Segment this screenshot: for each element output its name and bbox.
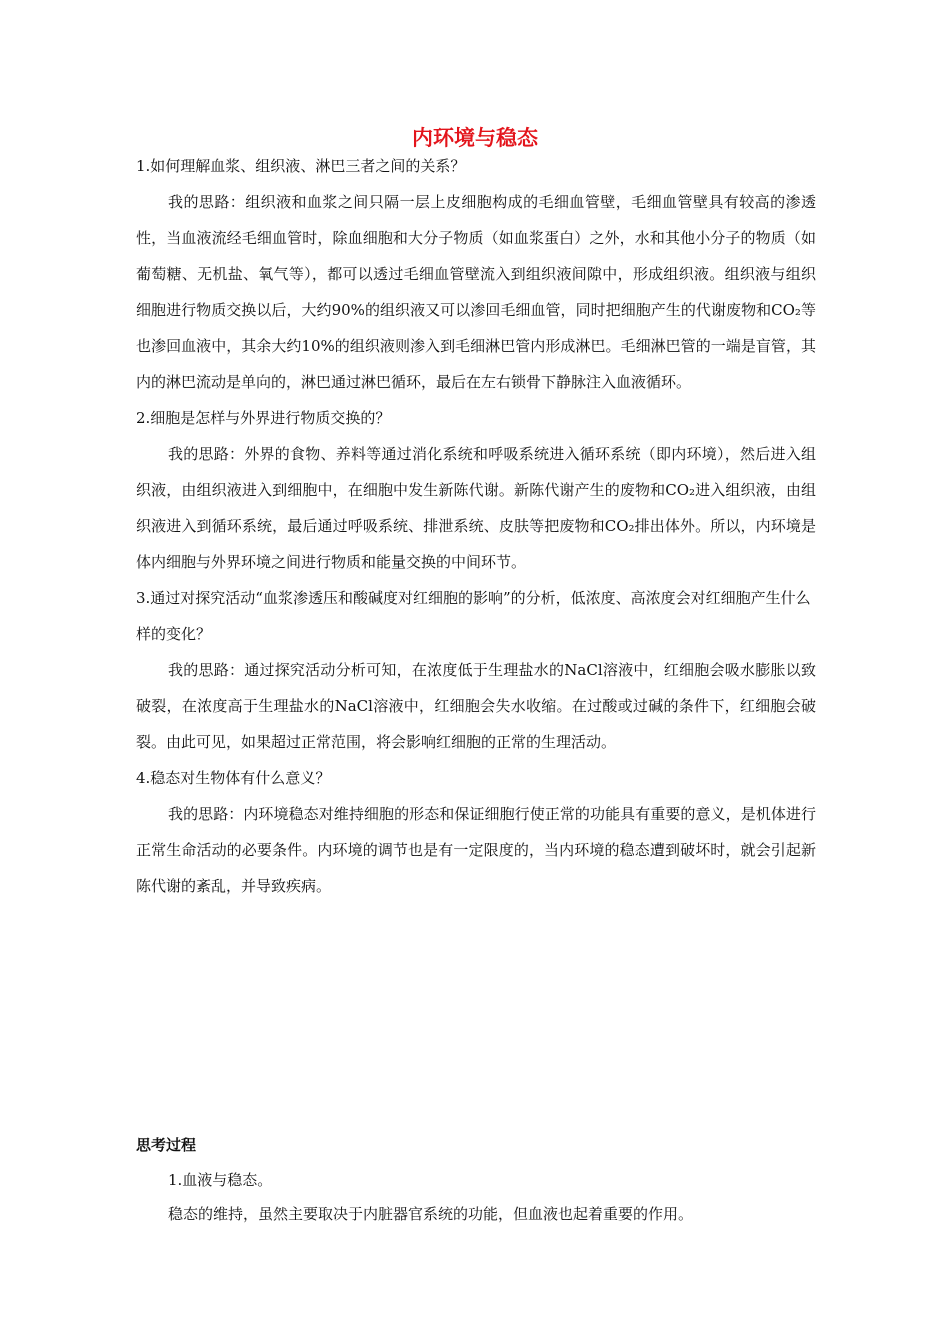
answer-3: 我的思路：通过探究活动分析可知，在浓度低于生理盐水的NaCl溶液中，红细胞会吸水膨胀以致破裂，在浓度高于生理盐水的NaCl溶液中，红细胞会失水收缩。在过酸或过碱的条件下，红细胞会破裂。由此可见，如果超过正常范围，将会影响红细胞的正常的生理活动。 bbox=[136, 661, 816, 751]
question-4: 4.稳态对生物体有什么意义？ bbox=[136, 769, 331, 787]
section-text: 稳态的维持，虽然主要取决于内脏器官系统的功能，但血液也起着重要的作用。 bbox=[168, 1205, 694, 1223]
section-item: 1.血液与稳态。 bbox=[168, 1171, 273, 1189]
question-1: 1.如何理解血浆、组织液、淋巴三者之间的关系？ bbox=[136, 157, 466, 175]
answer-4: 我的思路：内环境稳态对维持细胞的形态和保证细胞行使正常的功能具有重要的意义，是机体进行正常生命活动的必要条件。内环境的调节也是有一定限度的，当内环境的稳态遭到破坏时，就会引起新陈代谢的紊乱，并导致疾病。 bbox=[136, 805, 816, 895]
answer-1: 我的思路：组织液和血浆之间只隔一层上皮细胞构成的毛细血管壁，毛细血管壁具有较高的渗透性，当血液流经毛细血管时，除血细胞和大分子物质（如血浆蛋白）之外，水和其他小分子的物质（如葡萄糖、无机盐、氧气等），都可以透过毛细血管壁流入到组织液间隙中，形成组织液。组织液与组织细胞进行物质交换以后，大约90%的组织液又可以渗回毛细血管，同时把细胞产生的代谢废物和CO₂等也渗回血液中，其余大约10%的组织液则渗入到毛细淋巴管内形成淋巴。毛细淋巴管的一端是盲管，其内的淋巴流动是单向的，淋巴通过淋巴循环，最后在左右锁骨下静脉注入血液循环。 bbox=[136, 193, 816, 391]
question-2: 2.细胞是怎样与外界进行物质交换的？ bbox=[136, 409, 391, 427]
qa-section bbox=[136, 148, 816, 904]
answer-2: 我的思路：外界的食物、养料等通过消化系统和呼吸系统进入循环系统（即内环境），然后进入组织液，由组织液进入到细胞中，在细胞中发生新陈代谢。新陈代谢产生的废物和CO₂进入组织液，由组织液进入到循环系统，最后通过呼吸系统、排泄系统、皮肤等把废物和CO₂排出体外。所以，内环境是体内细胞与外界环境之间进行物质和能量交换的中间环节。 bbox=[136, 445, 816, 571]
question-3: 3.通过对探究活动“血浆渗透压和酸碱度对红细胞的影响”的分析，低浓度、高浓度会对红细胞产生什么样的变化？ bbox=[136, 589, 811, 643]
section-heading: 思考过程 bbox=[136, 1136, 197, 1154]
page-title: 内环境与稳态 bbox=[412, 126, 538, 150]
